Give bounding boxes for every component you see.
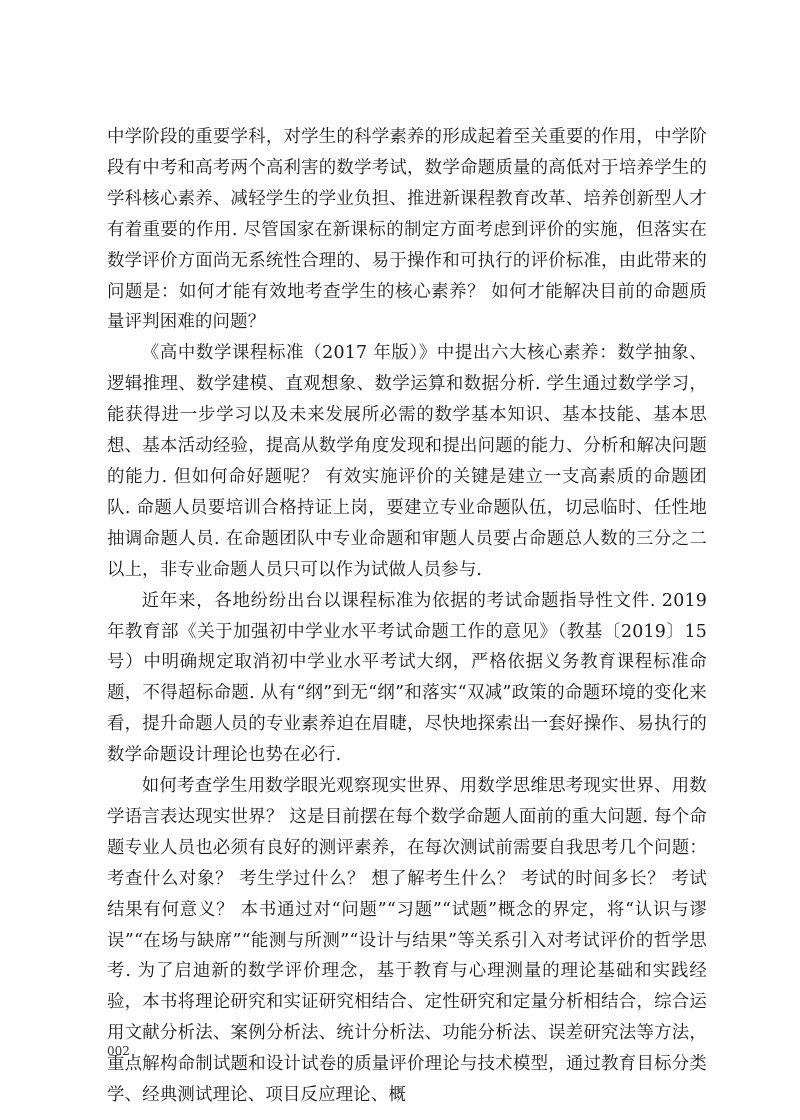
paragraph-core-literacy: 《高中数学课程标准（2017 年版）》中提出六大核心素养：数学抽象、逻辑推理、数学建模、直观想象、数学运算和数据分析. 学生通过数学学习，能获得进一步学习以及未来发展所必需的数学基本知识、基本技能、基本思想、基本活动经验，提高从数学角度发现和提出问题的能力、分析和解决问题的能力. 但如何命好题呢？ 有效实施评价的关键是建立一支高素质的命题团队. 命题人员要培训合格持证上岗，要建立专业命题队伍，切忌临时、任性地抽调命题人员. 在命题团队中专业命题和审题人员要占命题总人数的三分之二以上，非专业命题人员只可以作为试做人员参与.	[107, 343, 707, 580]
body-text	[107, 122, 707, 1111]
paragraph-continued: 中学阶段的重要学科，对学生的科学素养的形成起着至关重要的作用，中学阶段有中考和高考两个高利害的数学考试，数学命题质量的高低对于培养学生的学科核心素养、减轻学生的学业负担、推进新课程教育改革、培养创新型人才有着重要的作用. 尽管国家在新课标的制定方面考虑到评价的实施，但落实在数学评价方面尚无系统性合理的、易于操作和可执行的评价标准，由此带来的问题是：如何才能有效地考查学生的核心素养？ 如何才能解决目前的命题质量评判困难的问题？	[107, 127, 707, 333]
paragraph-assessment: 如何考查学生用数学眼光观察现实世界、用数学思维思考现实世界、用数学语言表达现实世界？ 这是目前摆在每个数学命题人面前的重大问题. 每个命题专业人员也必须有良好的测评素养，在每次测试前需要自我思考几个问题：考查什么对象？ 考生学过什么？ 想了解考生什么？ 考试的时间多长？ 考试结果有何意义？ 本书通过对“问题”“习题”“试题”概念的界定，将“认识与谬误”“在场与缺席”“能测与所测”“设计与结果”等关系引入对考试评价的哲学思考. 为了启迪新的数学评价理念，基于教育与心理测量的理论基础和实践经验，本书将理论研究和实证研究相结合、定性研究和定量分析相结合，综合运用文献分析法、案例分析法、统计分析法、功能分析法、误差研究法等方法，重点解构命制试题和设计试卷的质量评价理论与技术模型，通过教育目标分类学、经典测试理论、项目反应理论、概	[107, 776, 707, 1106]
page-number: 002	[107, 1044, 130, 1058]
paragraph-policy: 近年来，各地纷纷出台以课程标准为依据的考试命题指导性文件. 2019 年教育部《关于加强初中学业水平考试命题工作的意见》（教基〔2019〕15 号）中明确规定取消初中学业水平考试大纲，严格依据义务教育课程标准命题，不得超标命题. 从有“纲”到无“纲”和落实“双减”政策的命题环境的变化来看，提升命题人员的专业素养迫在眉睫，尽快地探索出一套好操作、易执行的数学命题设计理论也势在必行.	[107, 590, 707, 766]
